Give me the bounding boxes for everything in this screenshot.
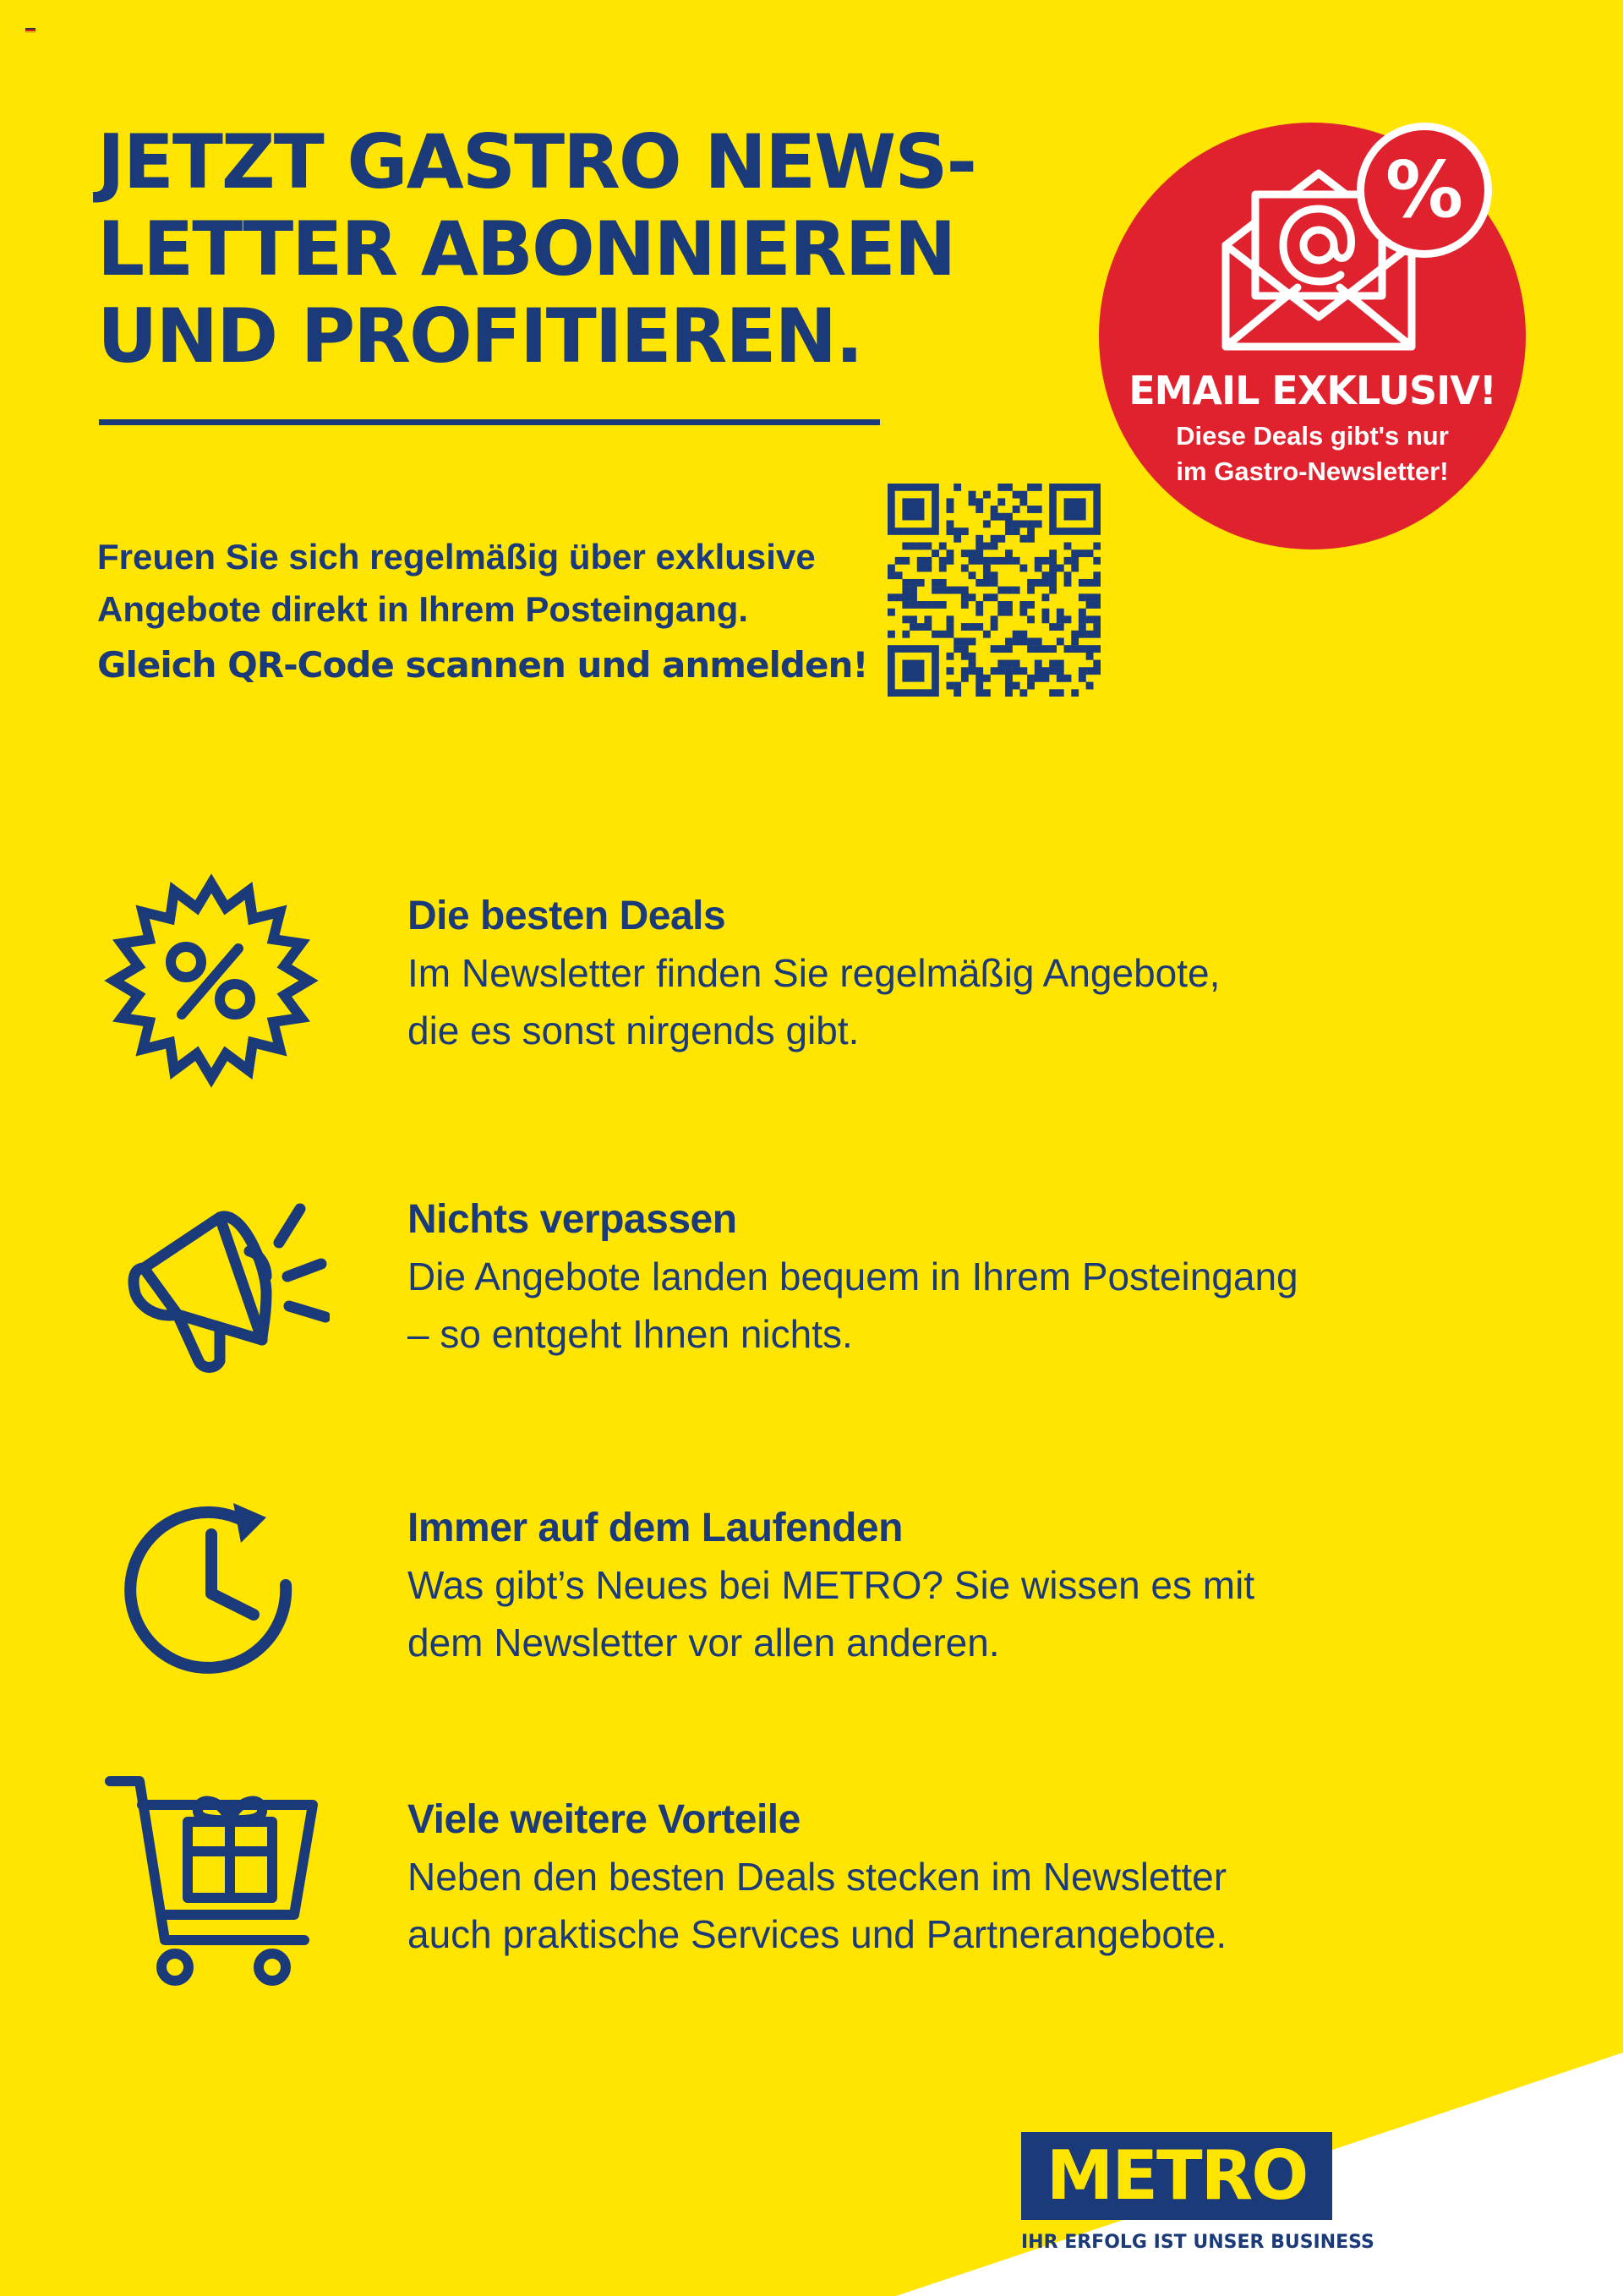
metro-logo[interactable] bbox=[1021, 2132, 1374, 2253]
benefit-body-line: Die Angebote landen bequem in Ihrem Posteingang bbox=[407, 1255, 1298, 1298]
logo-wordmark: METRO bbox=[1046, 2136, 1308, 2215]
benefit-text bbox=[407, 893, 1506, 1059]
qr-code[interactable] bbox=[888, 484, 1101, 697]
benefit-item-megaphone bbox=[0, 1158, 1623, 1378]
benefit-item-deals bbox=[0, 871, 1623, 1091]
benefit-title: Viele weitere Vorteile bbox=[407, 1797, 801, 1842]
headline bbox=[97, 118, 976, 380]
badge-title: EMAIL EXKLUSIV! bbox=[1128, 368, 1496, 413]
headline-divider bbox=[99, 419, 880, 425]
benefit-text bbox=[407, 1505, 1506, 1671]
benefit-body bbox=[407, 944, 1506, 1059]
percent-badge-icon bbox=[93, 871, 330, 1091]
intro-line-2: Angebote direkt in Ihrem Posteingang. bbox=[97, 589, 749, 629]
benefit-text bbox=[407, 1196, 1506, 1363]
gift-cart-icon bbox=[93, 1771, 330, 1991]
benefit-item-extras bbox=[0, 1771, 1623, 1991]
percent-symbol: % bbox=[1385, 145, 1464, 235]
benefit-body bbox=[407, 1848, 1506, 1963]
badge-subtitle-line-1: Diese Deals gibt's nur bbox=[1176, 421, 1449, 451]
benefit-body-line: die es sonst nirgends gibt. bbox=[407, 1009, 860, 1052]
benefit-body-line: Was gibt’s Neues bei METRO? Sie wissen es mit bbox=[407, 1563, 1255, 1607]
benefit-body-line: Im Newsletter finden Sie regelmäßig Angebote, bbox=[407, 951, 1221, 995]
intro-block bbox=[97, 531, 883, 686]
benefit-body-line: – so entgeht Ihnen nichts. bbox=[407, 1312, 853, 1356]
clock-refresh-icon bbox=[93, 1471, 330, 1691]
percent-circle-icon bbox=[1357, 123, 1492, 258]
benefit-title: Nichts verpassen bbox=[407, 1197, 737, 1242]
benefit-body-line: dem Newsletter vor allen anderen. bbox=[407, 1621, 1000, 1665]
intro-text bbox=[97, 531, 883, 636]
headline-line-2: LETTER ABONNIEREN bbox=[97, 205, 955, 292]
megaphone-icon bbox=[93, 1158, 330, 1378]
benefit-title: Immer auf dem Laufenden bbox=[407, 1506, 903, 1550]
badge-subtitle-line-2: im Gastro-Newsletter! bbox=[1176, 456, 1449, 486]
benefit-title: Die besten Deals bbox=[407, 894, 726, 938]
logo-tagline: IHR ERFOLG IST UNSER BUSINESS bbox=[1021, 2232, 1374, 2253]
headline-line-1: JETZT GASTRO NEWS- bbox=[97, 118, 976, 205]
intro-line-1: Freuen Sie sich regelmäßig über exklusive bbox=[97, 537, 816, 577]
email-exclusive-badge bbox=[1099, 123, 1526, 549]
benefit-text bbox=[407, 1796, 1506, 1963]
benefit-body-line: Neben den besten Deals stecken im Newsletter bbox=[407, 1855, 1227, 1899]
benefit-body bbox=[407, 1248, 1506, 1363]
benefit-item-updates bbox=[0, 1471, 1623, 1691]
benefit-body-line: auch praktische Services und Partnerangebote. bbox=[407, 1912, 1227, 1956]
headline-line-3: UND PROFITIEREN. bbox=[97, 292, 862, 380]
benefit-body bbox=[407, 1556, 1506, 1671]
badge-subtitle bbox=[1099, 418, 1526, 489]
logo-wordmark-box bbox=[1021, 2132, 1332, 2220]
qr-call-to-action: Gleich QR-Code scannen und anmelden! bbox=[97, 644, 868, 686]
